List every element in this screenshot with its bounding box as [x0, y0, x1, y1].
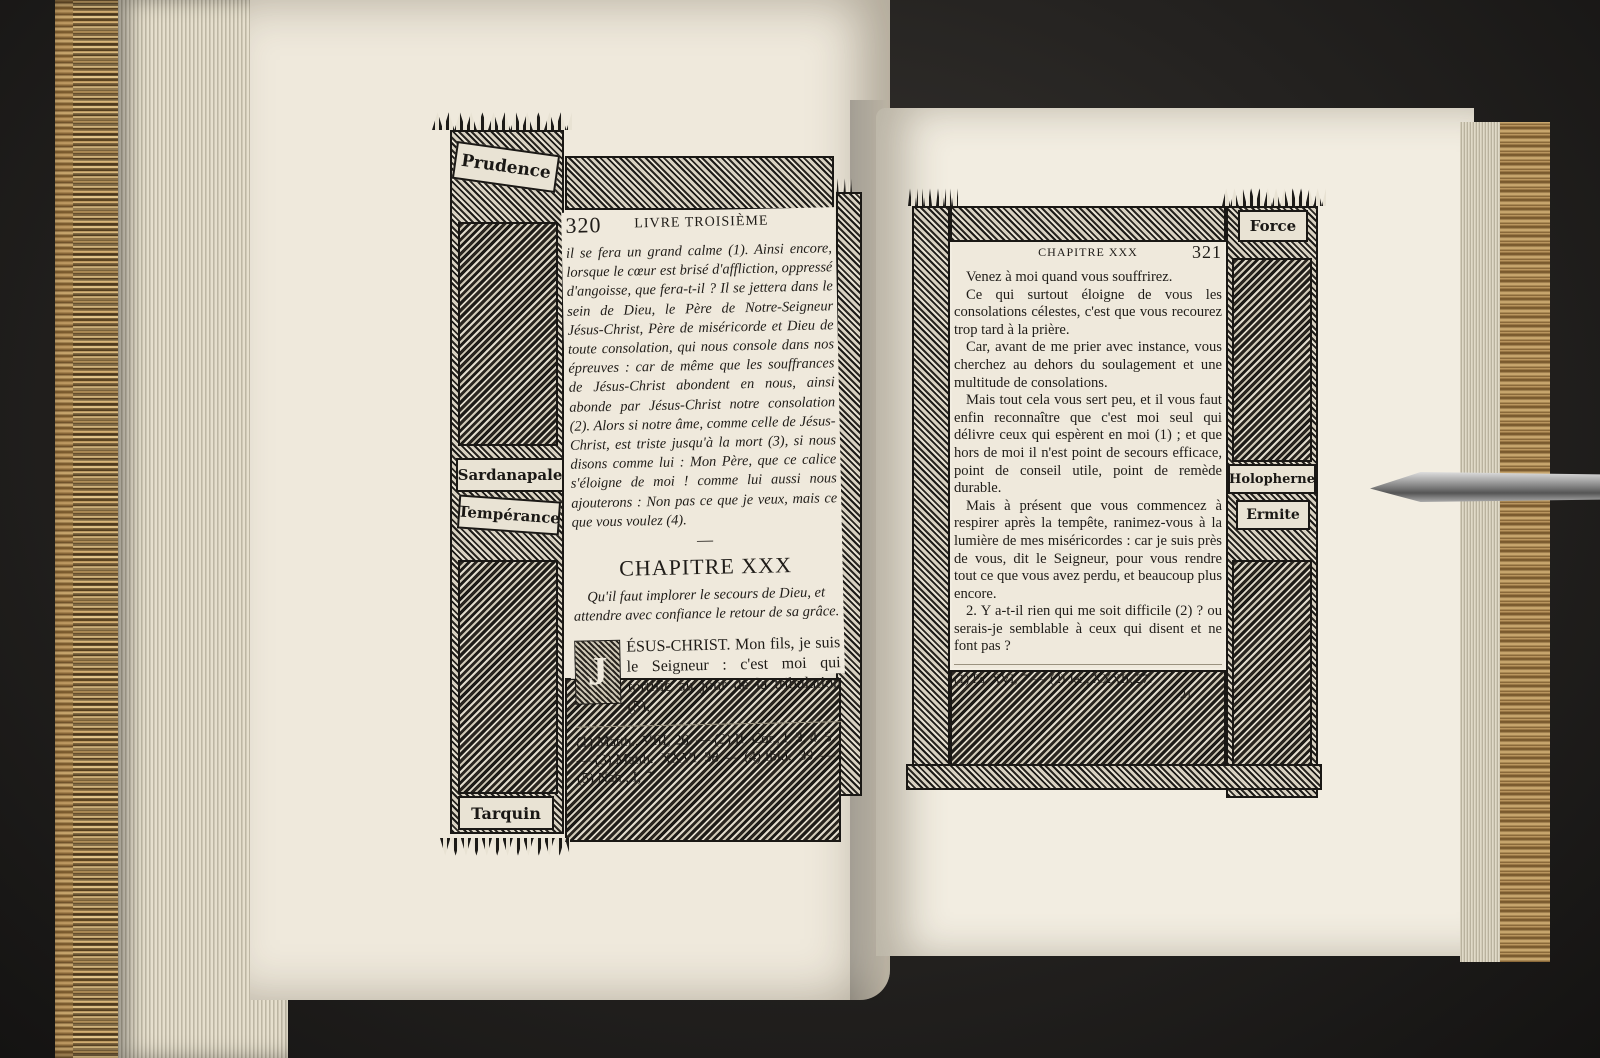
signature-mark: 21: [1180, 687, 1192, 702]
right-paragraph: Ce qui surtout éloigne de vous les consolations célestes, c'est que vous recourez trop tard à la prière.: [954, 286, 1222, 338]
left-page-number: 320: [565, 212, 602, 238]
left-running-header: [565, 207, 831, 239]
label-ermite: Ermite: [1236, 500, 1310, 530]
right-border-bottom: [906, 764, 1322, 790]
ermite-figure: [1232, 560, 1312, 780]
right-paragraph: Mais à présent que vous commencez à respirer après la tempête, ranimez-vous à la lumière de mes miséricordes : car je suis près de vous, dit le Seigneur, pour vous rendre tout ce que vous avez perdu, et beaucoup plus encore.: [954, 497, 1222, 602]
gilt-page-edge-right: [1500, 122, 1550, 962]
right-paragraph: Venez à moi quand vous souffrirez.: [966, 269, 1173, 285]
label-prudence: Prudence: [452, 141, 560, 193]
left-opening-sentence: ÉSUS-CHRIST. Mon fils, je suis le Seigneur : c'est moi qui fortifie au jour de la tribulation (5).: [626, 634, 842, 716]
right-page-number: 321: [1191, 242, 1222, 262]
left-separator: —: [696, 531, 714, 550]
right-running-header: [954, 242, 1222, 263]
right-paragraph: 2. Y a-t-il rien qui me soit difficile (2) ? ou serais-je semblable à ceux qui disent et ne font pas ?: [954, 603, 1222, 655]
right-border-left: [912, 206, 950, 770]
left-chapter-title: CHAPITRE XXX: [618, 552, 793, 581]
right-footnotes: (1) Ps. XVI, 7. — (2) Jer., XXXII, 27.: [954, 664, 1222, 687]
label-force: Force: [1238, 210, 1308, 242]
left-paragraph: il se fera un grand calme (1). Ainsi encore, lorsque le cœur est brisé d'affliction, oppressé d'angoisse, que fera-t-il ? Il se jettera dans le sein de Dieu, le Père de Notre-Seigneur Jésus-Christ, Père de miséricorde et Dieu de toute consolation, qui nous console dans nos épreuves : car de même que les souffrances de Jésus-Christ abondent en nous, ainsi abonde par Jésus-Christ notre consolation (2). Alors si notre âme, comme celle de Jésus-Christ, est triste jusqu'à la mort (3), si nous disons comme lui : Mon Père, que ce calice s'éloigne de moi ! comme lui aussi nous ajouterons : Non pas ce que je veux, mais ce que vous voulez (4).: [565, 240, 838, 531]
right-paragraph: Mais tout cela vous sert peu, et il vous faut enfin reconnaître que c'est moi seul qui délivre ceux qui espèrent en moi (1) ; et que hors de moi il n'est point de secours efficace, point de conseil utile, point de remède durable.: [954, 392, 1222, 497]
drop-cap-initial: J: [574, 640, 621, 705]
right-paragraph: Car, avant de me prier avec instance, vous cherchez au dehors du soulagement et une multitude de consolations.: [954, 339, 1222, 391]
left-chapter-subtitle: Qu'il faut implorer le secours de Dieu, et attendre avec confiance le retour de sa grâce.: [573, 584, 840, 625]
right-border-top: [950, 206, 1226, 242]
prudence-figure: [458, 222, 558, 446]
left-text-block: [561, 207, 845, 787]
label-sardanapale: Sardanapale: [456, 458, 564, 492]
temperance-figure: [458, 560, 558, 794]
label-holopherne: Holopherne: [1228, 464, 1316, 494]
left-footnotes: (1) Matth., VIII, 26. — (2) II. Cor., I, 3, 4, 5. — (3) Matth., XXVI, 38. — (4) Ibid., 39. — (5) Nah., I, 7.: [576, 721, 843, 788]
label-tarquin: Tarquin: [458, 796, 554, 830]
label-temperance: Tempérance: [457, 494, 561, 535]
right-text-block: [952, 242, 1224, 702]
left-border-top: [565, 156, 834, 210]
force-figure: [1232, 258, 1312, 462]
right-running-head: CHAPITRE XXX: [1038, 245, 1138, 259]
left-running-head: LIVRE TROISIÈME: [634, 213, 769, 232]
